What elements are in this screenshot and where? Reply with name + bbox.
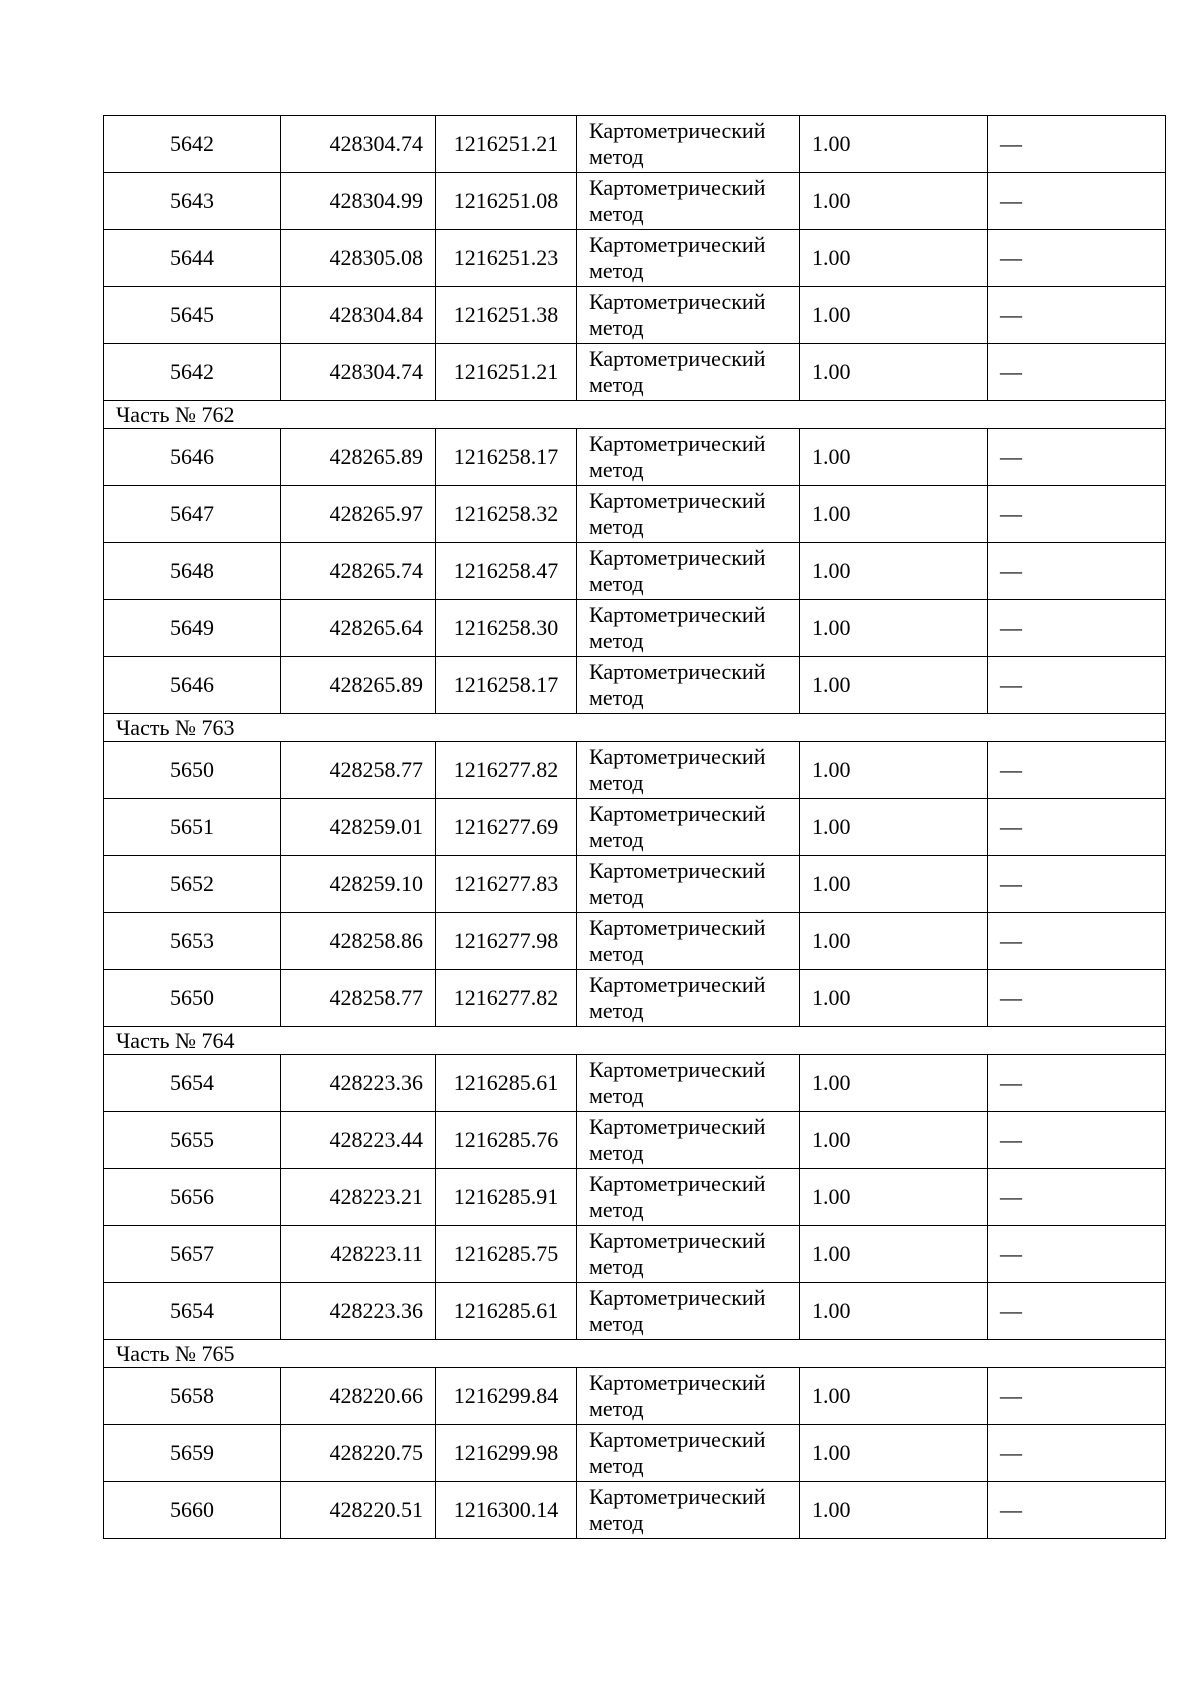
point-number-cell: 5654	[104, 1283, 281, 1340]
table-row	[104, 657, 1166, 714]
method-line-1: Картометрический	[589, 972, 766, 997]
y-coordinate-cell: 1216251.38	[436, 287, 577, 344]
point-number-cell: 5650	[104, 742, 281, 799]
table-row	[104, 1112, 1166, 1169]
accuracy-cell: 1.00	[800, 1055, 988, 1112]
accuracy-cell: 1.00	[800, 1112, 988, 1169]
x-coordinate-cell: 428259.10	[281, 856, 436, 913]
method-line-1: Картометрический	[589, 801, 766, 826]
method-line-1: Картометрический	[589, 346, 766, 371]
method-line-1: Картометрический	[589, 118, 766, 143]
y-coordinate-cell: 1216277.69	[436, 799, 577, 856]
method-line-1: Картометрический	[589, 915, 766, 940]
method-line-1: Картометрический	[589, 488, 766, 513]
method-line-2: метод	[589, 258, 644, 283]
point-number-cell: 5647	[104, 486, 281, 543]
method-line-2: метод	[589, 685, 644, 710]
accuracy-cell: 1.00	[800, 856, 988, 913]
table-row	[104, 742, 1166, 799]
method-line-1: Картометрический	[589, 431, 766, 456]
method-line-2: метод	[589, 457, 644, 482]
x-coordinate-cell: 428223.36	[281, 1055, 436, 1112]
x-coordinate-cell: 428223.11	[281, 1226, 436, 1283]
accuracy-cell: 1.00	[800, 1226, 988, 1283]
method-line-1: Картометрический	[589, 659, 766, 684]
y-coordinate-cell: 1216299.84	[436, 1368, 577, 1425]
table-row	[104, 856, 1166, 913]
description-cell: —	[988, 287, 1166, 344]
point-number-cell: 5651	[104, 799, 281, 856]
point-number-cell: 5648	[104, 543, 281, 600]
x-coordinate-cell: 428265.74	[281, 543, 436, 600]
method-line-2: метод	[589, 1083, 644, 1108]
accuracy-cell: 1.00	[800, 742, 988, 799]
table-row	[104, 1368, 1166, 1425]
accuracy-cell: 1.00	[800, 1482, 988, 1539]
point-number-cell: 5646	[104, 429, 281, 486]
y-coordinate-cell: 1216251.21	[436, 344, 577, 401]
method-line-1: Картометрический	[589, 1370, 766, 1395]
method-line-2: метод	[589, 827, 644, 852]
table-row	[104, 230, 1166, 287]
description-cell: —	[988, 1482, 1166, 1539]
description-cell: —	[988, 799, 1166, 856]
accuracy-cell: 1.00	[800, 970, 988, 1027]
method-cell	[577, 600, 800, 657]
point-number-cell: 5660	[104, 1482, 281, 1539]
description-cell: —	[988, 600, 1166, 657]
point-number-cell: 5657	[104, 1226, 281, 1283]
y-coordinate-cell: 1216251.21	[436, 116, 577, 173]
method-line-1: Картометрический	[589, 744, 766, 769]
method-cell	[577, 1169, 800, 1226]
method-line-1: Картометрический	[589, 1114, 766, 1139]
method-cell	[577, 287, 800, 344]
y-coordinate-cell: 1216258.47	[436, 543, 577, 600]
accuracy-cell: 1.00	[800, 116, 988, 173]
description-cell: —	[988, 1425, 1166, 1482]
x-coordinate-cell: 428220.75	[281, 1425, 436, 1482]
y-coordinate-cell: 1216277.98	[436, 913, 577, 970]
x-coordinate-cell: 428304.84	[281, 287, 436, 344]
x-coordinate-cell: 428258.77	[281, 970, 436, 1027]
method-line-2: метод	[589, 372, 644, 397]
method-cell	[577, 1368, 800, 1425]
method-cell	[577, 429, 800, 486]
point-number-cell: 5658	[104, 1368, 281, 1425]
method-line-1: Картометрический	[589, 602, 766, 627]
method-line-1: Картометрический	[589, 175, 766, 200]
accuracy-cell: 1.00	[800, 429, 988, 486]
method-line-2: метод	[589, 315, 644, 340]
description-cell: —	[988, 429, 1166, 486]
method-line-1: Картометрический	[589, 858, 766, 883]
method-cell	[577, 543, 800, 600]
method-line-2: метод	[589, 884, 644, 909]
x-coordinate-cell: 428304.74	[281, 116, 436, 173]
x-coordinate-cell: 428258.86	[281, 913, 436, 970]
y-coordinate-cell: 1216258.30	[436, 600, 577, 657]
y-coordinate-cell: 1216285.91	[436, 1169, 577, 1226]
point-number-cell: 5656	[104, 1169, 281, 1226]
method-cell	[577, 913, 800, 970]
method-line-2: метод	[589, 1197, 644, 1222]
point-number-cell: 5655	[104, 1112, 281, 1169]
accuracy-cell: 1.00	[800, 543, 988, 600]
method-line-2: метод	[589, 571, 644, 596]
y-coordinate-cell: 1216285.76	[436, 1112, 577, 1169]
part-header-row	[104, 401, 1166, 429]
table-row	[104, 1283, 1166, 1340]
method-line-1: Картометрический	[589, 232, 766, 257]
point-number-cell: 5643	[104, 173, 281, 230]
point-number-cell: 5659	[104, 1425, 281, 1482]
point-number-cell: 5649	[104, 600, 281, 657]
method-line-1: Картометрический	[589, 1427, 766, 1452]
description-cell: —	[988, 913, 1166, 970]
method-line-2: метод	[589, 941, 644, 966]
method-line-2: метод	[589, 770, 644, 795]
method-line-1: Картометрический	[589, 1484, 766, 1509]
table-row	[104, 1226, 1166, 1283]
method-cell	[577, 1425, 800, 1482]
method-line-1: Картометрический	[589, 1171, 766, 1196]
description-cell: —	[988, 1226, 1166, 1283]
accuracy-cell: 1.00	[800, 486, 988, 543]
description-cell: —	[988, 856, 1166, 913]
point-number-cell: 5653	[104, 913, 281, 970]
description-cell: —	[988, 116, 1166, 173]
description-cell: —	[988, 657, 1166, 714]
point-number-cell: 5642	[104, 116, 281, 173]
x-coordinate-cell: 428259.01	[281, 799, 436, 856]
y-coordinate-cell: 1216251.08	[436, 173, 577, 230]
coordinates-table-body	[104, 116, 1166, 1539]
x-coordinate-cell: 428223.44	[281, 1112, 436, 1169]
table-row	[104, 799, 1166, 856]
method-cell	[577, 116, 800, 173]
method-line-2: метод	[589, 1254, 644, 1279]
method-line-2: метод	[589, 514, 644, 539]
x-coordinate-cell: 428220.66	[281, 1368, 436, 1425]
part-label: Часть № 764	[104, 1027, 1166, 1055]
method-line-1: Картометрический	[589, 289, 766, 314]
method-cell	[577, 230, 800, 287]
method-cell	[577, 856, 800, 913]
method-line-2: метод	[589, 998, 644, 1023]
x-coordinate-cell: 428265.97	[281, 486, 436, 543]
accuracy-cell: 1.00	[800, 1425, 988, 1482]
method-line-1: Картометрический	[589, 1285, 766, 1310]
method-cell	[577, 1482, 800, 1539]
accuracy-cell: 1.00	[800, 657, 988, 714]
method-cell	[577, 970, 800, 1027]
x-coordinate-cell: 428265.64	[281, 600, 436, 657]
accuracy-cell: 1.00	[800, 1368, 988, 1425]
accuracy-cell: 1.00	[800, 913, 988, 970]
point-number-cell: 5654	[104, 1055, 281, 1112]
y-coordinate-cell: 1216277.82	[436, 742, 577, 799]
table-row	[104, 1482, 1166, 1539]
method-line-2: метод	[589, 144, 644, 169]
x-coordinate-cell: 428304.74	[281, 344, 436, 401]
method-cell	[577, 1112, 800, 1169]
description-cell: —	[988, 1283, 1166, 1340]
y-coordinate-cell: 1216251.23	[436, 230, 577, 287]
x-coordinate-cell: 428265.89	[281, 657, 436, 714]
method-cell	[577, 1226, 800, 1283]
method-line-2: метод	[589, 628, 644, 653]
x-coordinate-cell: 428305.08	[281, 230, 436, 287]
description-cell: —	[988, 1055, 1166, 1112]
description-cell: —	[988, 230, 1166, 287]
accuracy-cell: 1.00	[800, 600, 988, 657]
y-coordinate-cell: 1216285.61	[436, 1283, 577, 1340]
method-cell	[577, 1283, 800, 1340]
method-line-1: Картометрический	[589, 545, 766, 570]
accuracy-cell: 1.00	[800, 173, 988, 230]
table-row	[104, 600, 1166, 657]
part-header-row	[104, 1027, 1166, 1055]
method-line-2: метод	[589, 1311, 644, 1336]
accuracy-cell: 1.00	[800, 344, 988, 401]
method-cell	[577, 486, 800, 543]
point-number-cell: 5646	[104, 657, 281, 714]
x-coordinate-cell: 428304.99	[281, 173, 436, 230]
table-row	[104, 1425, 1166, 1482]
y-coordinate-cell: 1216300.14	[436, 1482, 577, 1539]
method-cell	[577, 344, 800, 401]
y-coordinate-cell: 1216277.82	[436, 970, 577, 1027]
description-cell: —	[988, 1112, 1166, 1169]
part-header-row	[104, 1340, 1166, 1368]
part-label: Часть № 762	[104, 401, 1166, 429]
table-row	[104, 913, 1166, 970]
point-number-cell: 5650	[104, 970, 281, 1027]
method-line-1: Картометрический	[589, 1057, 766, 1082]
point-number-cell: 5642	[104, 344, 281, 401]
method-cell	[577, 742, 800, 799]
method-line-2: метод	[589, 201, 644, 226]
y-coordinate-cell: 1216299.98	[436, 1425, 577, 1482]
description-cell: —	[988, 1368, 1166, 1425]
coordinates-table	[103, 115, 1166, 1539]
description-cell: —	[988, 344, 1166, 401]
part-label: Часть № 763	[104, 714, 1166, 742]
description-cell: —	[988, 486, 1166, 543]
description-cell: —	[988, 1169, 1166, 1226]
table-row	[104, 543, 1166, 600]
table-row	[104, 116, 1166, 173]
y-coordinate-cell: 1216258.32	[436, 486, 577, 543]
table-row	[104, 287, 1166, 344]
accuracy-cell: 1.00	[800, 230, 988, 287]
table-row	[104, 970, 1166, 1027]
accuracy-cell: 1.00	[800, 1283, 988, 1340]
point-number-cell: 5644	[104, 230, 281, 287]
table-row	[104, 1169, 1166, 1226]
y-coordinate-cell: 1216258.17	[436, 429, 577, 486]
x-coordinate-cell: 428265.89	[281, 429, 436, 486]
y-coordinate-cell: 1216285.61	[436, 1055, 577, 1112]
description-cell: —	[988, 970, 1166, 1027]
method-cell	[577, 173, 800, 230]
method-line-1: Картометрический	[589, 1228, 766, 1253]
table-row	[104, 486, 1166, 543]
x-coordinate-cell: 428223.21	[281, 1169, 436, 1226]
table-row	[104, 1055, 1166, 1112]
point-number-cell: 5645	[104, 287, 281, 344]
method-line-2: метод	[589, 1510, 644, 1535]
description-cell: —	[988, 742, 1166, 799]
table-row	[104, 173, 1166, 230]
y-coordinate-cell: 1216285.75	[436, 1226, 577, 1283]
part-header-row	[104, 714, 1166, 742]
table-row	[104, 344, 1166, 401]
method-line-2: метод	[589, 1453, 644, 1478]
x-coordinate-cell: 428223.36	[281, 1283, 436, 1340]
table-row	[104, 429, 1166, 486]
accuracy-cell: 1.00	[800, 1169, 988, 1226]
x-coordinate-cell: 428220.51	[281, 1482, 436, 1539]
accuracy-cell: 1.00	[800, 799, 988, 856]
y-coordinate-cell: 1216277.83	[436, 856, 577, 913]
x-coordinate-cell: 428258.77	[281, 742, 436, 799]
description-cell: —	[988, 173, 1166, 230]
method-line-2: метод	[589, 1396, 644, 1421]
method-cell	[577, 799, 800, 856]
point-number-cell: 5652	[104, 856, 281, 913]
method-line-2: метод	[589, 1140, 644, 1165]
method-cell	[577, 657, 800, 714]
method-cell	[577, 1055, 800, 1112]
accuracy-cell: 1.00	[800, 287, 988, 344]
part-label: Часть № 765	[104, 1340, 1166, 1368]
y-coordinate-cell: 1216258.17	[436, 657, 577, 714]
description-cell: —	[988, 543, 1166, 600]
